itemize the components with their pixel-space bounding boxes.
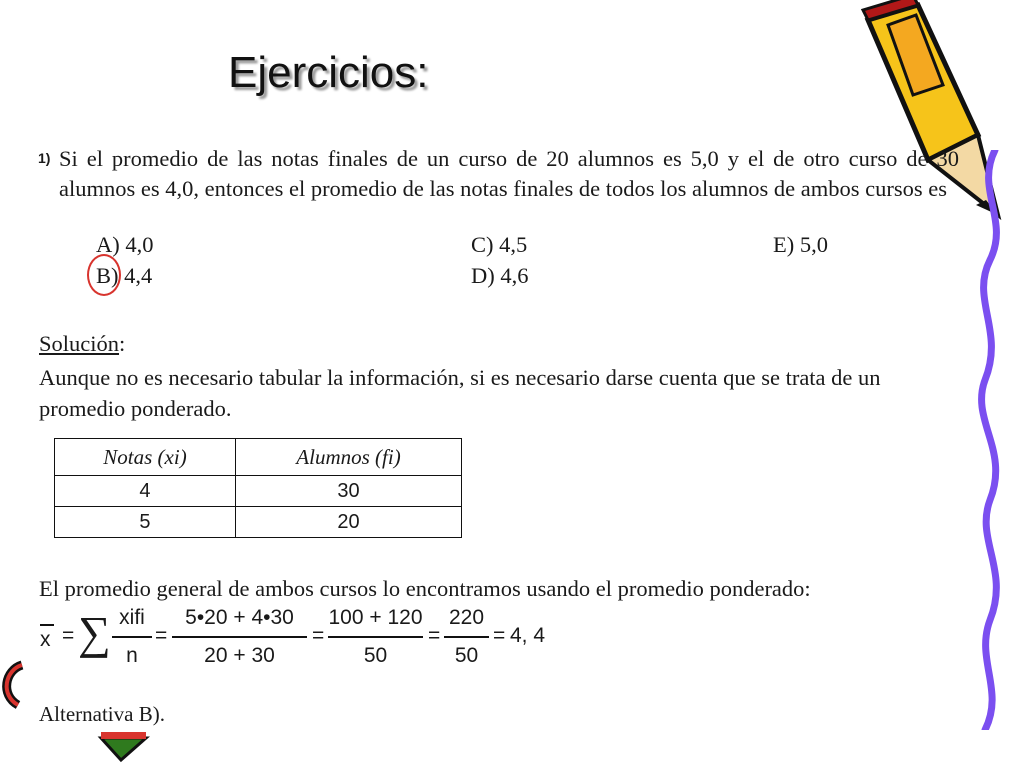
equals-sign: = bbox=[493, 624, 506, 647]
table-header-notas: Notas (xi) bbox=[55, 439, 236, 476]
formula-result: 4, 4 bbox=[510, 624, 546, 647]
table-row bbox=[55, 507, 462, 538]
option-d: D) 4,6 bbox=[471, 263, 529, 288]
option-e: E) 5,0 bbox=[773, 232, 828, 257]
formula-mean-symbol bbox=[40, 624, 54, 652]
fraction-1-numerator: xifi bbox=[119, 606, 145, 629]
question-number: 1) bbox=[38, 150, 51, 166]
solution-text: Aunque no es necesario tabular la información, si es necesario darse cuenta que se trata de un promedio ponderado. bbox=[39, 365, 881, 421]
table-row bbox=[55, 476, 462, 507]
selected-answer-circle bbox=[87, 254, 121, 296]
table-cell: 30 bbox=[235, 476, 461, 507]
formula-lhs: x bbox=[40, 627, 51, 651]
answer-alternative: Alternativa B). bbox=[39, 702, 165, 726]
fraction-2-denominator: 20 + 30 bbox=[204, 644, 275, 667]
crayon-fragment-icon bbox=[0, 660, 30, 710]
table-header-alumnos: Alumnos (fi) bbox=[235, 439, 461, 476]
solution-heading-colon: : bbox=[119, 331, 126, 356]
fraction-3-denominator: 50 bbox=[363, 644, 388, 667]
solution-heading-text: Solución bbox=[39, 331, 120, 356]
squiggle-decoration-icon bbox=[965, 150, 1020, 730]
table-header-row bbox=[55, 439, 462, 476]
table-cell: 20 bbox=[235, 507, 461, 538]
slide-title: Ejercicios: bbox=[228, 48, 429, 97]
solution-heading bbox=[39, 331, 125, 357]
fraction-3-bar bbox=[328, 636, 423, 638]
sigma-symbol: ∑ bbox=[78, 607, 111, 658]
question-text: Si el promedio de las notas finales de un curso de 20 alumnos es 5,0 y el de otro curso de 30 alumnos es 4,0, entonces el promedio de las notas finales de todos los alumnos de ambos cursos es bbox=[59, 146, 959, 201]
fraction-3-numerator: 100 + 120 bbox=[328, 606, 423, 629]
fraction-4-numerator: 220 bbox=[448, 606, 485, 629]
fraction-4-denominator: 50 bbox=[454, 644, 479, 667]
fraction-1-denominator: n bbox=[126, 644, 138, 667]
equals-sign: = bbox=[428, 624, 441, 647]
table-cell: 5 bbox=[55, 507, 236, 538]
option-b: B) 4,4 bbox=[96, 263, 153, 288]
table-cell: 4 bbox=[55, 476, 236, 507]
equals-sign: = bbox=[312, 624, 325, 647]
frequency-table bbox=[54, 438, 462, 538]
fraction-1-bar bbox=[112, 636, 152, 638]
fraction-2-numerator: 5•20 + 4•30 bbox=[185, 606, 294, 629]
fraction-4-bar bbox=[444, 636, 489, 638]
mean-bar bbox=[40, 624, 54, 626]
option-c: C) 4,5 bbox=[471, 232, 528, 257]
equals-sign: = bbox=[62, 624, 75, 647]
fraction-2-bar bbox=[172, 636, 307, 638]
equals-sign: = bbox=[155, 624, 168, 647]
method-sentence: El promedio general de ambos cursos lo encontramos usando el promedio ponderado: bbox=[39, 576, 811, 601]
option-a: A) 4,0 bbox=[96, 232, 154, 257]
